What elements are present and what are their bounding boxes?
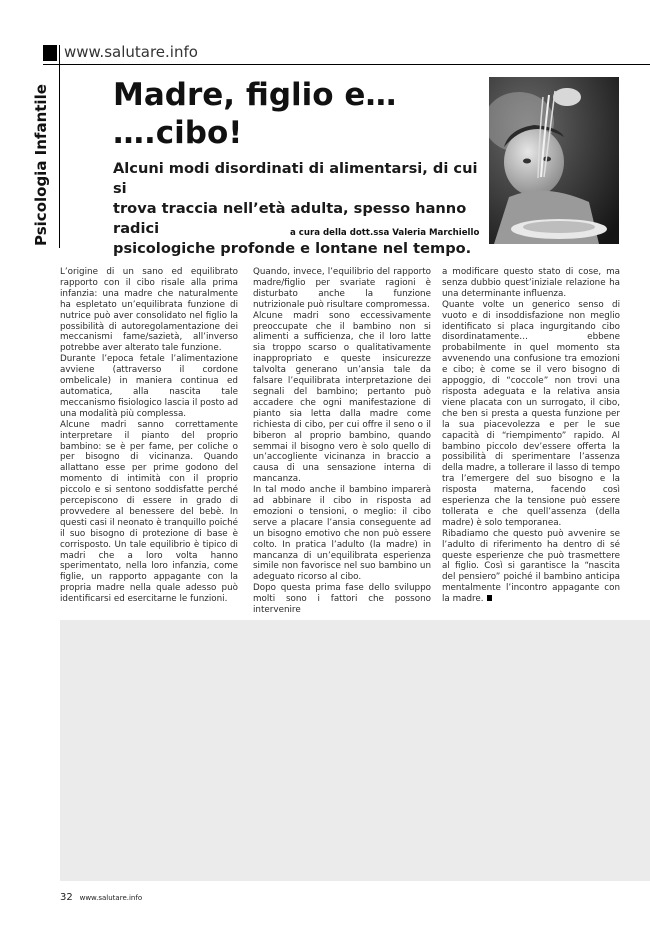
subtitle-line: Alcuni modi disordinati di alimentarsi, di cui si — [113, 160, 478, 197]
article-subtitle — [113, 159, 483, 259]
article-title — [113, 76, 396, 152]
article-column-3 — [442, 267, 620, 605]
child-eating-photo-graphic — [489, 77, 619, 244]
article-byline: a cura della dott.ssa Valeria Marchiello — [290, 228, 480, 238]
article-column-2 — [253, 267, 431, 616]
header-rule — [43, 64, 650, 65]
header-website: www.salutare.info — [64, 43, 198, 61]
section-label: Psicologia Infantile — [32, 84, 50, 246]
subtitle-line: trova traccia nell’età adulta, spesso hanno radici — [113, 200, 467, 237]
paragraph: Alcune madri sanno correttamente interpretare il pianto del proprio bambino: se è per fame, per coliche o per bisogno di vicinanza. Quando allattano esse per prime godono del momento di intimità con il proprio piccolo e si sentono soddisfatte perché percepiscono di essere in grado di provvedere al benessere del bebè. In questi casi il neonato è tranquillo poiché il suo bisogno di protezione di base è corrisposto. Un tale equilibrio è tipico di madri che a loro volta hanno sperimentato, nella loro infanzia, come figlie, un rapporto appagante con la propria madre nella quale adesso può identificarsi ed esercitarne le funzioni. — [60, 419, 238, 605]
article-column-1 — [60, 267, 238, 605]
section-marker — [43, 45, 57, 61]
subtitle-line: psicologiche profonde e lontane nel tempo. — [113, 240, 472, 257]
paragraph: L’origine di un sano ed equilibrato rapporto con il cibo risale alla prima infanzia: una madre che naturalmente ha espletato un’equilibrata funzione di nutrice può aver consolidato nel figlio la possibilità di autoregolamentazione dei meccanismi fame/sazietà, all’inverso potrebbe aver alterato tale funzione. — [60, 267, 238, 354]
paragraph: In tal modo anche il bambino imparerà ad abbinare il cibo in risposta ad emozioni o tensioni, o meglio: il cibo serve a placare l’ansia conseguente ad un bisogno emotivo che non può essere colto. In pratica l’adulto (la madre) in mancanza di un’equilibrata esperienza simile non favorisce nel suo bambino un adeguato ricorso al cibo. — [253, 485, 431, 583]
title-line-2: ….cibo! — [113, 115, 243, 151]
footer-website: www.salutare.info — [79, 894, 143, 902]
end-mark-icon — [487, 595, 492, 601]
child-eating-photo — [489, 77, 619, 244]
paragraph-text: Ribadiamo che questo può avvenire se l’adulto di riferimento ha dentro di sé queste esperienze che può trasmettere al figlio. Così si garantisce la “nascita del pensiero” poiché il bambino anticipa mentalmente l’incontro appagante con la madre. — [442, 528, 620, 605]
paragraph: a modificare questo stato di cose, ma senza dubbio quest’iniziale relazione ha una determinante influenza. — [442, 267, 620, 299]
paragraph: Durante l’epoca fetale l’alimentazione avviene (attraverso il cordone ombelicale) in maniera continua ed automatica, alla nascita tale meccanismo fisiologico lascia il posto ad una modalità più complessa. — [60, 354, 238, 419]
ad-placeholder-box — [60, 620, 650, 881]
section-rule — [59, 45, 60, 248]
paragraph: Alcune madri sono eccessivamente preoccupate che il bambino non si alimenti a sufficienza, che il loro latte sia troppo scarso o qualitativamente inappropriato e queste insicurezze talvolta generano un’ansia tale da falsare l’equilibrata interpretazione dei segnali del bambino; pertanto può accadere che ogni manifestazione di pianto sia letta dalla madre come richiesta di cibo, per cui offre il seno o il biberon al proprio bambino, quando semmai il bisogno vero è solo quello di un’accogliente vicinanza in braccio a causa di una sensazione interna di mancanza. — [253, 310, 431, 485]
paragraph-final — [442, 529, 620, 605]
paragraph: Dopo questa prima fase dello sviluppo molti sono i fattori che possono intervenire — [253, 583, 431, 616]
page-number: 32 — [60, 892, 73, 903]
page-footer — [60, 892, 142, 903]
paragraph: Quando, invece, l’equilibrio del rapporto madre/figlio per svariate ragioni è disturbato anche la funzione nutrizionale può risultare compromessa. — [253, 267, 431, 310]
title-line-1: Madre, figlio e… — [113, 77, 397, 113]
paragraph: Quante volte un generico senso di vuoto e di insoddisfazione non meglio identificato si placa ingurgitando cibo disordinatamente… ebbene probabilmente in quel momento sta avvenendo una confusione tra emozioni e cibo; è come se il vero bisogno di appoggio, di “coccole” non trovi una risposta adeguata e la relativa ansia viene placata con un surrogato, il cibo, che ben si presta a questa funzione per la sua piacevolezza e per le sue capacità di “riempimento” rapido. Al bambino piccolo dev’essere offerta la possibilità di sperimentare l’assenza della madre, a tollerare il lasso di tempo tra l’emergere del suo bisogno e la risposta materna, facendo così esperienza che la tensione può essere tollerata e che quell’assenza (della madre) è solo temporanea. — [442, 299, 620, 528]
